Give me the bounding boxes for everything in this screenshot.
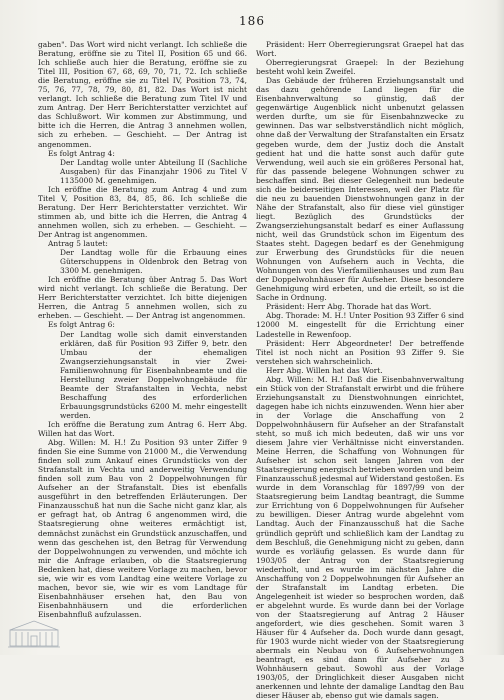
left-paragraph-3: Der Landtag wolle unter Abteilung II (Sachliche Ausgaben) für das Finanzjahr 1906 zu Titel V 1135000 M. genehmigen. [60, 157, 247, 185]
left-paragraph-9: Der Landtag wolle sich damit einverstanden erklären, daß für Position 93 Ziffer 9, betr. den Umbau der ehemaligen Zwangserziehungsanstalt in vier Zwei-Familienwohnung für Eisenbahnbeamte und die Herstellung zweier Doppelwohngebäude für Beamte der Strafanstalten in Vechta, nebst Beschaffung des erforderlichen Erbauungsgrundstücks 6200 M. mehr eingestellt werden. [60, 329, 247, 420]
right-paragraph-4: Präsident: Herr Abg. Thorade hat das Wort. [266, 302, 432, 312]
left-paragraph-2: Es folgt Antrag 4: [48, 148, 115, 158]
left-paragraph-11: Abg. Willen: M. H.! Zu Position 93 unter Ziffer 9 finden Sie eine Summe von 21000 M., die Verwendung finden soll zum Ankauf eines Grundstücks von der Strafanstalt in Vechta und anderweitig Verwendung finden soll zum Bau von 2 Doppelwohnungen für Aufseher an der Strafanstalt. Dies ist ebenfalls ausgeführt in den betreffenden Erläuterungen. Der Finanzausschuß hat nun die Sache nicht ganz klar, als er gefragt hat, ob Antrag 6 angenommen wird, die Staatsregierung ohne weiteres ermächtigt ist, demnächst zunächst ein Grundstück anzuschaffen, und wenn das geschehen ist, den Betrag für Verwendung der Doppelwohnungen zu verwenden, und möchte ich mir die Anfrage erlauben, ob die Staatsregierung Bedenken hat, diese weitere Vorlage zu machen, bevor sie, wie wir es vom Landtag eine weitere Vorlage zu machen, bevor sie, wie wir es vom Landtage für Eisenbahnhäuser ersehen hat, den Bau von Eisenbahnhäusern und die erforderlichen Eisenbahnfluß aufzulassen. [38, 438, 247, 619]
right-paragraph-1: Präsident: Herr Oberregierungsrat Graepel hat das Wort. [256, 40, 464, 59]
left-paragraph-8: Es folgt Antrag 6: [48, 320, 115, 330]
right-paragraph-2: Oberregierungsrat Graepel: In der Beziehung besteht wohl kein Zweifel. [256, 58, 464, 77]
left-paragraph-6: Der Landtag wolle für die Erbauung eines Güterschuppens in Oldenbrok den Betrag von 3300 M. genehmigen. [60, 248, 247, 276]
left-paragraph-7: Ich eröffne die Beratung über Antrag 5. Das Wort wird nicht verlangt. Ich schließe die Beratung. Der Herr Berichterstatter verzichtet. Ich bitte diejenigen Herren, die Antrag 5 annehmen wollen, sich zu erheben. — Geschieht. — Der Antrag ist angenommen. [38, 275, 247, 321]
right-paragraph-8: Abg. Willen: M. H.! Daß die Eisenbahnverwaltung ein Stück von der Strafanstalt erwirbt und die frühere Erziehungsanstalt zu Dienstwohnungen einrichtet, dagegen habe ich nichts einzuwenden. Wenn hier aber in der Vorlage die Anschaffung von 2 Doppelwohnhäusern für Aufseher an der Strafanstalt steht, so muß ich mich bedeuten, daß wir uns vor diesem Jahre vier Verhältnisse nicht einverstanden. Meine Herren, die Schaffung von Wohnungen für Aufseher ist schon seit langen Jahren von der Staatsregierung energisch betrieben worden und beim Finanzausschuß jedesmal auf Widerstand gestoßen. Es wurde in dem Voranschlag für 1897/99 von der Staatsregierung beim Landtag beantragt, die Summe zur Errichtung von 6 Doppelwohnungen für Aufseher zu bewilligen. Dieser Antrag wurde abgelehnt vom Landtag. Auch der Finanzausschuß hat die Sache gründlich geprüft und schließlich kam der Landtag zu dem Beschluß, die Genehmigung nicht zu geben, dann wurde es vorläufig gelassen. Es wurde dann für 1903/05 der Antrag von der Staatsregierung wiederholt, und es wurde im nächsten Jahre die Anschaffung von 2 Doppelwohnungen für Aufseher an der Strafanstalt im Landtag erbeten. Die Angelegenheit ist wieder so besprochen worden, daß er abgelehnt wurde. Es wurde dann bei der Vorlage von der Staatsregierung auf Antrag 2 Häuser angefordert, wie dies geschehen. Somit waren 3 Häuser für 4 Aufseher da. Doch wurde dann gesagt, für 1903 wurde nicht wieder von der Staatsregierung abermals ein Neubau von 6 Aufseherwohnungen beantragt, es sind dann für Aufseher zu 3 Wohnhäusern gebaut. Sowohl aus der Vorlage 1903/05, der Dringlichkeit dieser Ausgaben nicht anerkennen und lehnte der damalige Landtag den Bau dieser Häuser ab, ebenso gut wie damals sagen. [256, 374, 465, 700]
left-paragraph-10: Ich eröffne die Beratung zum Antrag 6. Herr Abg. Willen hat das Wort. [38, 419, 247, 439]
left-paragraph-5: Antrag 5 lautet: [48, 239, 108, 249]
right-paragraph-6: Präsident: Herr Abgeordneter! Der betreffende Titel ist noch nicht an Position 93 Ziffer 9. Sie verstehen sich wahrscheinlich. [256, 338, 464, 366]
right-paragraph-3: Das Gebäude der früheren Erziehungsanstalt und das dazu gehörende Land liegen für die Eisenbahnverwaltung so günstig, daß der gegenwärtige Augenblick nicht unbenutzt gelassen werden durfte, um sie für Eisenbahnzwecke zu gewinnen. Das war selbstverständlich nicht möglich, ohne daß der Verwaltung der Strafanstalten ein Ersatz gegeben wurde, dem der Justiz doch die Anstalt gedient hat und die hatte sonst auch dafür gute Verwendung, weil auch sie ein größeres Personal hat, für das passende belegene Wohnungen schwer zu beschaffen sind. Bei dieser Gelegenheit nun bedeute sich die beiderseitigen Interessen, weil der Platz für die neu zu bauenden Dienstwohnungen ganz in der Nähe der Strafanstalt, also für diese viel günstiger liegt. Bezüglich des Grundstücks der Zwangserziehungsanstalt bedarf es einer Auflassung nicht, weil das Grundstück schon im Eigentum des Staates steht. Dagegen bedarf es der Genehmigung zur Erwerbung des Grundstücks für die neuen Wohnungen von Aufsehern auch in Vechta, die Wohnungen von des Vierfamilienhauses und zum Bau der Doppelwohnhäuser für Aufseher. Diese besondere Genehmigung wird erbeten, und die erteilt, so ist die Sache in Ordnung. [256, 76, 464, 303]
library-building-logo [6, 618, 62, 650]
left-paragraph-1: gaben". Das Wort wird nicht verlangt. Ich schließe die Beratung, eröffne sie zu Titel II, Position 65 und 66. Ich schließe auch hier die Beratung, eröffne sie zu Titel III, Position 67, 68, 69, 70, 71, 72. Ich schließe die Beratung, eröffne sie zu Titel IV, Position 73, 74, 75, 76, 77, 78, 79, 80, 81, 82. Das Wort ist nicht verlangt. Ich schließe die Beratung zum Titel IV und zum Antrag. Der Herr Berichterstatter verzichtet auf das Schlußwort. Wir kommen zur Abstimmung, und bitte ich die Herren, die Antrag 3 annehmen wollen, sich zu erheben. — Geschieht. — Der Antrag ist angenommen. [38, 40, 247, 149]
right-text-column [256, 40, 465, 700]
page-edge-shadow [496, 0, 504, 655]
page-number: 186 [239, 14, 265, 28]
left-paragraph-4: Ich eröffne die Beratung zum Antrag 4 und zum Titel V, Position 83, 84, 85, 86. Ich schließe die Beratung. Der Herr Berichterstatter verzichtet. Wir stimmen ab, und bitte ich die Herren, die Antrag 4 annehmen wollen, sich zu erheben. — Geschieht. — Der Antrag ist angenommen. [38, 184, 247, 239]
right-paragraph-7: Herr Abg. Willen hat das Wort. [266, 365, 383, 375]
left-text-column [38, 40, 247, 640]
right-paragraph-5: Abg. Thorade: M. H.! Unter Position 93 Ziffer 6 sind 12000 M. eingestellt für die Errichtung einer Ladestelle in Rewenfoop. [256, 311, 464, 339]
